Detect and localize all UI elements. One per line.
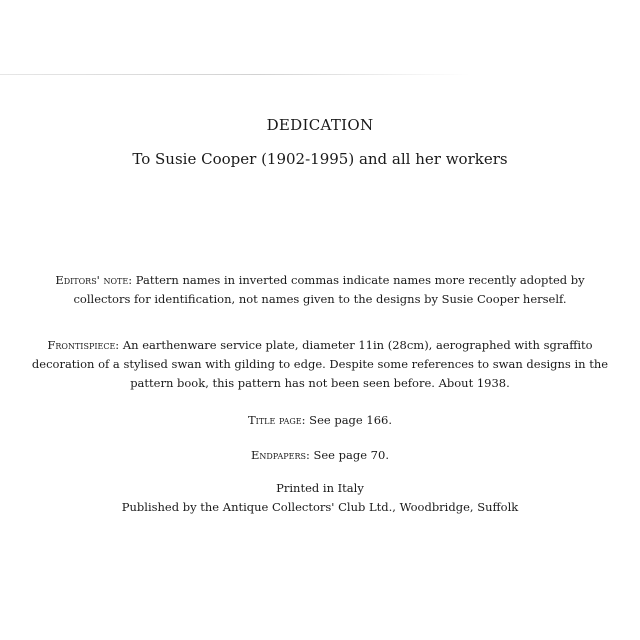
- frontispiece-line-1: Frontispiece: An earthenware service plate, diameter 11in (28cm), aerographed with sgraffito: [47, 338, 593, 352]
- dedication-text: To Susie Cooper (1902-1995) and all her workers: [132, 150, 508, 168]
- editors-note-line-1: Editors' note: Pattern names in inverted commas indicate names more recently adopted by: [55, 273, 585, 287]
- endpapers-label: Endpapers:: [251, 448, 310, 462]
- frontispiece-line-2: decoration of a stylised swan with gilding to edge. Despite some references to swan designs in the: [31, 357, 609, 371]
- endpapers-text: See page 70.: [309, 448, 389, 462]
- title-page-note: [0, 411, 640, 430]
- publisher: Published by the Antique Collectors' Club Ltd., Woodbridge, Suffolk: [121, 500, 519, 514]
- frontispiece-caption: [0, 336, 640, 393]
- title-page-label: Title page:: [248, 413, 306, 427]
- imprint: [0, 479, 640, 517]
- top-rule: [0, 74, 470, 75]
- title-page-text: See page 166.: [305, 413, 392, 427]
- editors-note-label: Editors' note:: [55, 273, 133, 287]
- endpapers-note: [0, 446, 640, 465]
- frontispiece-label: Frontispiece:: [47, 338, 120, 352]
- dedication-heading: DEDICATION: [266, 116, 374, 134]
- editors-note: [0, 271, 640, 309]
- editors-note-line-2: collectors for identification, not names given to the designs by Susie Cooper herself.: [73, 292, 567, 306]
- printed-in: Printed in Italy: [276, 481, 364, 495]
- frontispiece-line-3: pattern book, this pattern has not been seen before. About 1938.: [130, 376, 510, 390]
